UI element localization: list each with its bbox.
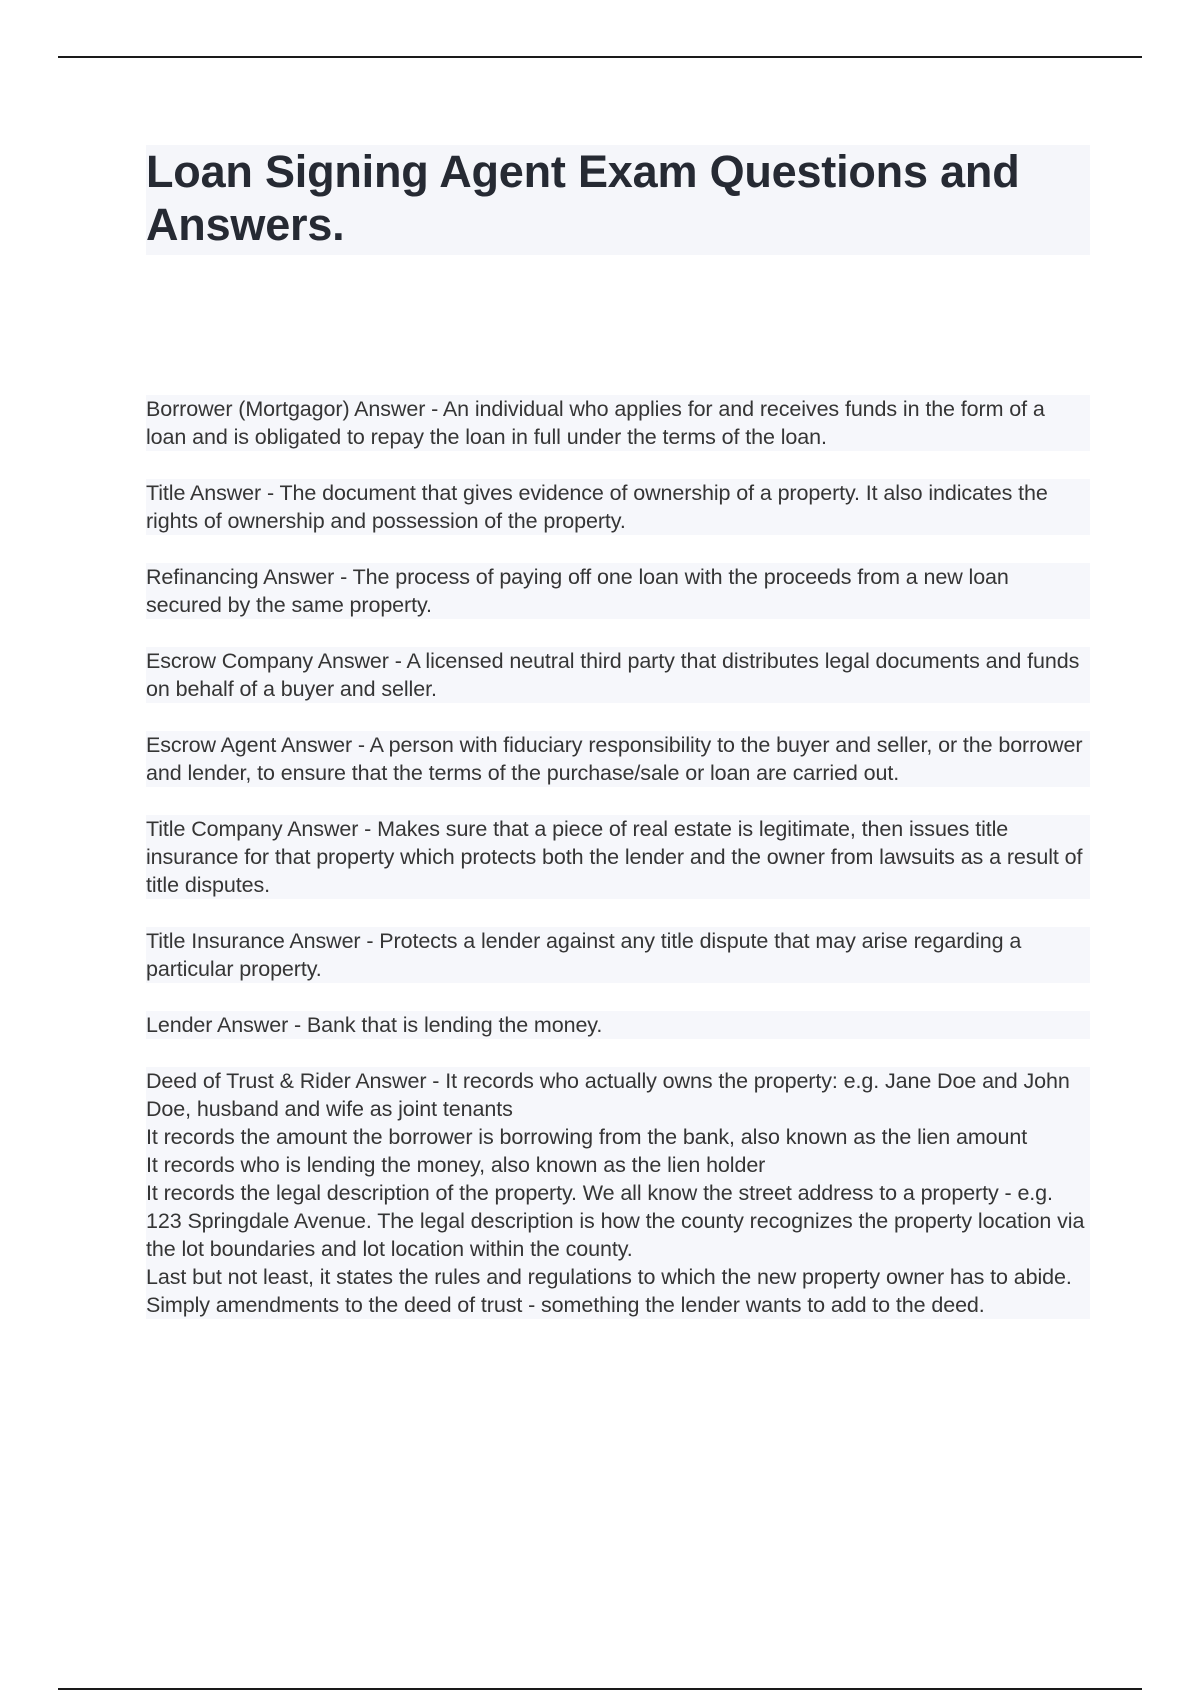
qa-list [146, 395, 1090, 1347]
top-rule [58, 56, 1142, 58]
qa-entry-title-company: Title Company Answer - Makes sure that a piece of real estate is legitimate, then issues title insurance for that property which protects both the lender and the owner from lawsuits as a result of title disputes. [146, 815, 1090, 899]
qa-entry-escrow-agent: Escrow Agent Answer - A person with fiduciary responsibility to the buyer and seller, or the borrower and lender, to ensure that the terms of the purchase/sale or loan are carried out. [146, 731, 1090, 787]
qa-entry-lender: Lender Answer - Bank that is lending the money. [146, 1011, 1090, 1039]
bottom-rule [58, 1688, 1142, 1690]
qa-entry-escrow-company: Escrow Company Answer - A licensed neutral third party that distributes legal documents and funds on behalf of a buyer and seller. [146, 647, 1090, 703]
qa-entry-refinancing: Refinancing Answer - The process of paying off one loan with the proceeds from a new loan secured by the same property. [146, 563, 1090, 619]
qa-entry-title: Title Answer - The document that gives evidence of ownership of a property. It also indicates the rights of ownership and possession of the property. [146, 479, 1090, 535]
qa-entry-title-insurance: Title Insurance Answer - Protects a lender against any title dispute that may arise regarding a particular property. [146, 927, 1090, 983]
title-block [146, 145, 1090, 255]
qa-entry-deed-of-trust: Deed of Trust & Rider Answer - It records who actually owns the property: e.g. Jane Doe and John Doe, husband and wife as joint tenants It records the amount the borrower is borrowing from the bank, also known as the lien amount It records who is lending the money, also known as the lien holder It records the legal description of the property. We all know the street address to a property - e.g. 123 Springdale Avenue. The legal description is how the county recognizes the property location via the lot boundaries and lot location within the county. Last but not least, it states the rules and regulations to which the new property owner has to abide. Simply amendments to the deed of trust - something the lender wants to add to the deed. [146, 1067, 1090, 1319]
qa-entry-borrower: Borrower (Mortgagor) Answer - An individual who applies for and receives funds in the form of a loan and is obligated to repay the loan in full under the terms of the loan. [146, 395, 1090, 451]
page-title: Loan Signing Agent Exam Questions and Answers. [146, 146, 1020, 250]
